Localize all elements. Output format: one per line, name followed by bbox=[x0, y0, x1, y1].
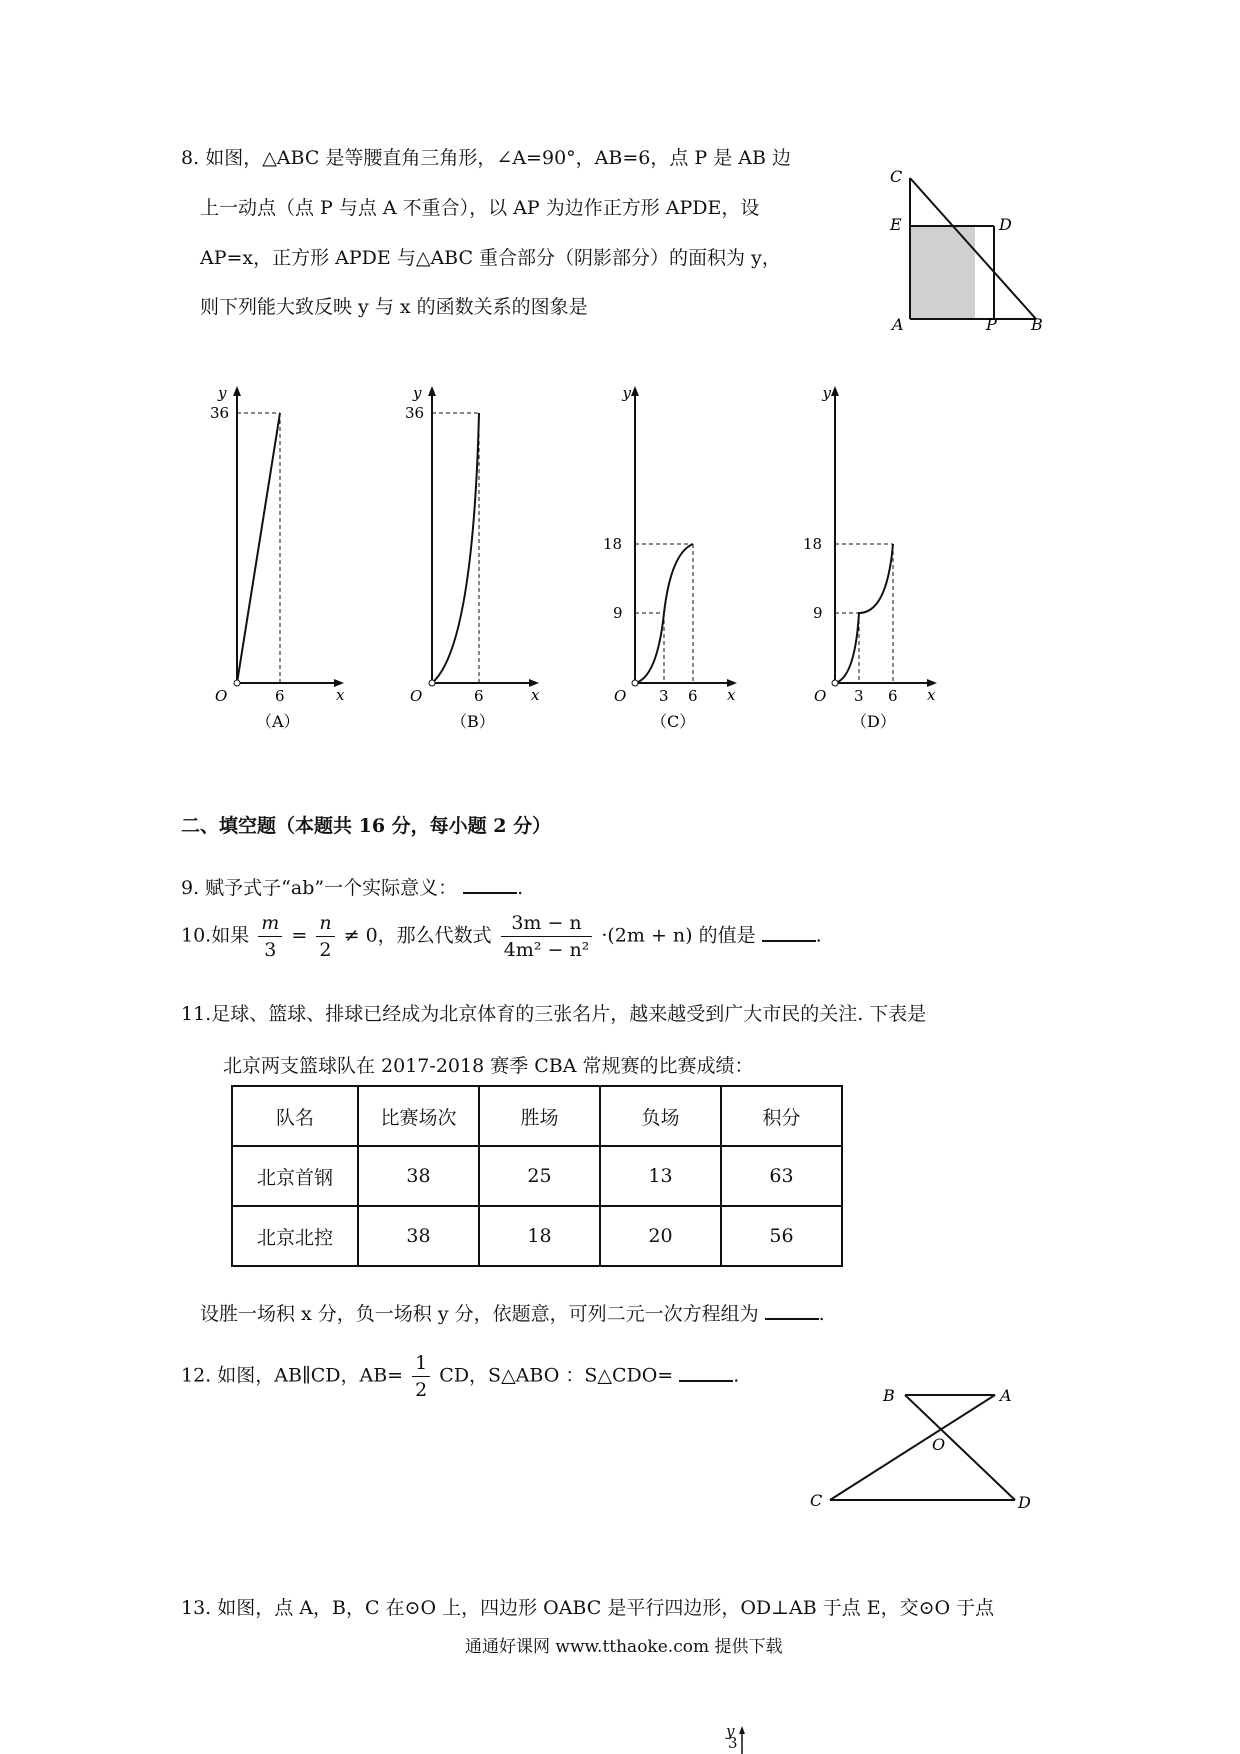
table-cell: 63 bbox=[721, 1146, 842, 1206]
option-c-origin-point bbox=[632, 680, 638, 686]
q9-text: 9. 赋予式子“ab”一个实际意义： bbox=[181, 877, 458, 899]
option-a-y-label: y bbox=[218, 384, 227, 402]
option-d-x-tick-6: 6 bbox=[888, 687, 898, 705]
next-page-axis-arrow-icon bbox=[739, 1726, 745, 1734]
option-c-y-label: y bbox=[622, 384, 631, 402]
q12-figure bbox=[800, 1375, 1060, 1525]
q8-line3: AP=x，正方形 APDE 与△ABC 重合部分（阴影部分）的面积为 y， bbox=[200, 247, 781, 269]
q12-segment-ac bbox=[830, 1395, 995, 1500]
option-a-origin: O bbox=[215, 687, 228, 705]
page-number: 3 bbox=[728, 1734, 738, 1752]
q12-segment-bd bbox=[905, 1395, 1015, 1500]
option-a-caption: （A） bbox=[256, 712, 300, 731]
q11-score-table bbox=[231, 1085, 843, 1267]
option-b-caption: （B） bbox=[451, 712, 495, 731]
option-d-origin-point bbox=[832, 680, 838, 686]
q8-label-a: A bbox=[892, 315, 904, 334]
q10-fraction-n-2: $\frac{n}{2}$ bbox=[316, 910, 334, 963]
q8-line1 bbox=[181, 143, 791, 170]
q12-label-c: C bbox=[810, 1491, 823, 1510]
q12-line: 12. 如图，AB∥CD，AB= $\frac{1}{2}$ CD，S△ABO ：S△CDO= . bbox=[181, 1352, 740, 1401]
option-d-x-tick-3: 3 bbox=[854, 687, 864, 705]
q8-label-p: P bbox=[986, 315, 997, 334]
option-c-origin: O bbox=[614, 687, 627, 705]
q8-line2: 上一动点（点 P 与点 A 不重合），以 AP 为边作正方形 APDE，设 bbox=[200, 197, 760, 219]
q8-figure bbox=[880, 160, 1060, 340]
q10-tail: ·(2m + n) 的值是 bbox=[601, 924, 756, 947]
q8-number: 8. bbox=[181, 147, 200, 169]
option-c-caption: （C） bbox=[651, 712, 696, 731]
option-a-y-arrow-icon bbox=[233, 386, 241, 396]
table-header-cell: 胜场 bbox=[479, 1086, 600, 1146]
option-c-y-tick-18: 18 bbox=[603, 535, 623, 553]
option-d-caption: （D） bbox=[851, 712, 896, 731]
q11-question-line: 设胜一场积 x 分，负一场积 y 分，依题意，可列二元一次方程组为 . bbox=[200, 1299, 825, 1326]
option-d-y-arrow-icon bbox=[831, 386, 839, 396]
option-b-origin-point bbox=[429, 680, 435, 686]
table-cell: 18 bbox=[479, 1206, 600, 1266]
q11-answer-blank[interactable] bbox=[765, 1300, 819, 1320]
footer-text: 通通好课网 www.tthaoke.com 提供下载 bbox=[465, 1637, 783, 1657]
q12-answer-blank[interactable] bbox=[679, 1362, 733, 1382]
q10-line: 10.如果 $\frac{m}{3}$ = $\frac{n}{2}$ ≠ 0，那么代数式 $\frac{3m - n}{\text{4m² − n²}}$ ·(2m + n) 的值是 . bbox=[181, 912, 822, 961]
q12-label-a: A bbox=[1000, 1386, 1012, 1405]
table-cell: 56 bbox=[721, 1206, 842, 1266]
q10-fraction-expression: $\frac{3m - n}{\text{4m² − n²}}$ bbox=[501, 910, 593, 963]
q8-label-e: E bbox=[890, 215, 902, 234]
q8-line1-text: 如图，△ABC 是等腰直角三角形，∠A=90°，AB=6，点 P 是 AB 边 bbox=[205, 147, 791, 169]
q12-fraction-half: $\frac{1}{2}$ bbox=[412, 1350, 430, 1403]
q12-label-b: B bbox=[883, 1386, 895, 1405]
table-header-cell: 积分 bbox=[721, 1086, 842, 1146]
q8-option-c-graph bbox=[595, 378, 745, 738]
q12-ratio-text: CD，S△ABO ：S△CDO= bbox=[439, 1364, 674, 1387]
q11-line2: 北京两支篮球队在 2017-2018 赛季 CBA 常规赛的比赛成绩： bbox=[223, 1055, 754, 1077]
section-heading: 二、填空题（本题共 16 分，每小题 2 分） bbox=[181, 815, 552, 837]
option-a-y-tick: 36 bbox=[210, 404, 230, 422]
option-b-x-label: x bbox=[531, 686, 540, 704]
table-header-row bbox=[232, 1086, 842, 1146]
q13-line: 13. 如图，点 A，B，C 在⊙O 上，四边形 OABC 是平行四边形，OD⊥AB 于点 E，交⊙O 于点 bbox=[181, 1597, 995, 1619]
q8-option-a-graph bbox=[200, 378, 350, 738]
q8-option-d-graph bbox=[795, 378, 945, 738]
option-a-x-label: x bbox=[336, 686, 345, 704]
option-d-y-tick-18: 18 bbox=[803, 535, 823, 553]
next-page-axis-label: y bbox=[726, 1722, 735, 1740]
q11-question: 设胜一场积 x 分，负一场积 y 分，依题意，可列二元一次方程组为 bbox=[200, 1303, 759, 1325]
q10-prefix: 10.如果 bbox=[181, 924, 250, 947]
table-cell: 38 bbox=[358, 1206, 479, 1266]
q12-prefix: 12. 如图，AB∥CD，AB= bbox=[181, 1364, 404, 1387]
table-header-cell: 队名 bbox=[232, 1086, 358, 1146]
q12-label-o: O bbox=[932, 1435, 946, 1454]
option-b-curve bbox=[432, 413, 479, 683]
q10-condition: ≠ 0，那么代数式 bbox=[343, 924, 492, 947]
option-b-y-arrow-icon bbox=[428, 386, 436, 396]
option-b-x-tick: 6 bbox=[474, 687, 484, 705]
q8-line4: 则下列能大致反映 y 与 x 的函数关系的图象是 bbox=[200, 296, 588, 318]
table-header-cell: 负场 bbox=[600, 1086, 721, 1146]
q9-line: 9. 赋予式子“ab”一个实际意义： . bbox=[181, 873, 523, 900]
table-cell: 38 bbox=[358, 1146, 479, 1206]
q10-equals: = bbox=[291, 924, 308, 947]
option-a-origin-point bbox=[234, 680, 240, 686]
option-c-y-arrow-icon bbox=[631, 386, 639, 396]
table-cell: 13 bbox=[600, 1146, 721, 1206]
q10-answer-blank[interactable] bbox=[762, 922, 816, 942]
option-a-x-tick: 6 bbox=[275, 687, 285, 705]
option-d-y-label: y bbox=[822, 384, 831, 402]
q9-answer-blank[interactable] bbox=[463, 874, 517, 894]
q8-label-b: B bbox=[1031, 315, 1043, 334]
option-c-x-label: x bbox=[727, 686, 736, 704]
q10-fraction-m-3: $\frac{m}{3}$ bbox=[258, 910, 282, 963]
option-d-x-label: x bbox=[927, 686, 936, 704]
table-row bbox=[232, 1206, 842, 1266]
q8-label-c: C bbox=[890, 167, 903, 186]
option-d-y-tick-9: 9 bbox=[813, 604, 823, 622]
table-cell: 25 bbox=[479, 1146, 600, 1206]
option-b-y-label: y bbox=[413, 384, 422, 402]
option-c-x-tick-3: 3 bbox=[659, 687, 669, 705]
option-b-y-tick: 36 bbox=[405, 404, 425, 422]
q11-line1: 11.足球、篮球、排球已经成为北京体育的三张名片，越来越受到广大市民的关注. 下表是 bbox=[181, 1003, 927, 1025]
option-b-origin: O bbox=[410, 687, 423, 705]
table-cell: 北京首钢 bbox=[232, 1146, 358, 1206]
table-cell: 20 bbox=[600, 1206, 721, 1266]
option-c-x-tick-6: 6 bbox=[688, 687, 698, 705]
q8-option-b-graph bbox=[395, 378, 545, 738]
option-c-y-tick-9: 9 bbox=[613, 604, 623, 622]
q8-label-d: D bbox=[999, 215, 1012, 234]
table-row bbox=[232, 1146, 842, 1206]
table-header-cell: 比赛场次 bbox=[358, 1086, 479, 1146]
q12-label-d: D bbox=[1018, 1493, 1031, 1512]
option-a-curve bbox=[237, 413, 280, 683]
option-d-origin: O bbox=[814, 687, 827, 705]
table-cell: 北京北控 bbox=[232, 1206, 358, 1266]
